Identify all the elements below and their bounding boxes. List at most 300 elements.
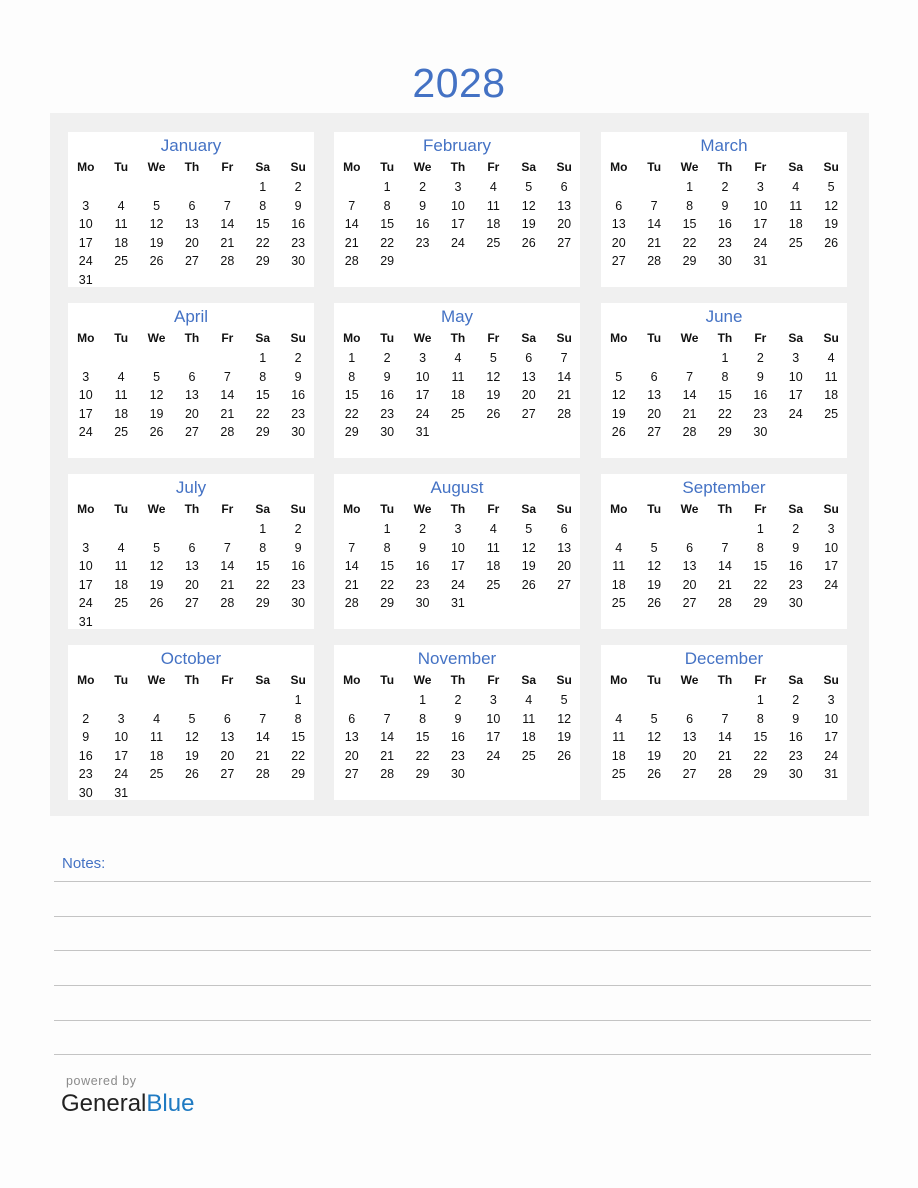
day-cell: 20 [184, 406, 199, 421]
weekday-header: Tu [380, 331, 395, 345]
weekday-header: Mo [343, 331, 361, 345]
day-cell: 30 [291, 254, 306, 268]
day-cell: 13 [611, 217, 626, 231]
month-name: June [705, 307, 743, 326]
day-cell: 7 [223, 198, 231, 213]
day-cell: 14 [682, 388, 697, 402]
weekday-header: Mo [610, 331, 628, 345]
day-cell: 30 [415, 596, 430, 610]
day-cell: 2 [756, 351, 764, 365]
day-cell: 7 [223, 369, 231, 384]
weekday-header: Tu [647, 160, 662, 174]
day-cell: 4 [827, 351, 835, 365]
day-cell: 10 [114, 730, 129, 744]
weekday-header: Su [556, 673, 572, 687]
day-cell: 29 [291, 767, 306, 781]
weekday-header: Mo [343, 502, 361, 516]
day-cell: 2 [294, 522, 302, 536]
day-cell: 18 [114, 577, 129, 592]
day-cell: 21 [717, 577, 732, 592]
day-cell: 26 [184, 767, 199, 781]
weekday-header: Tu [647, 502, 662, 516]
day-cell: 6 [560, 180, 568, 194]
day-cell: 15 [291, 730, 306, 744]
weekday-header: Su [290, 331, 306, 345]
day-cell: 27 [557, 577, 572, 592]
day-cell: 24 [824, 748, 839, 763]
day-cell: 2 [294, 180, 302, 194]
day-cell: 7 [348, 198, 356, 213]
day-cell: 22 [682, 235, 697, 250]
weekday-header: Sa [521, 160, 537, 174]
day-cell: 2 [454, 693, 462, 707]
day-cell: 2 [383, 351, 391, 365]
day-cell: 3 [82, 369, 90, 384]
day-cell: 16 [788, 730, 803, 744]
day-cell: 15 [753, 730, 768, 744]
day-cell: 19 [611, 406, 626, 421]
weekday-header: Th [450, 160, 466, 174]
weekday-header: Tu [380, 160, 395, 174]
weekday-header: Fr [754, 331, 767, 345]
weekday-header: We [413, 502, 432, 516]
day-cell: 3 [454, 522, 462, 536]
day-cell: 27 [682, 596, 697, 610]
day-cell: 2 [721, 180, 729, 194]
day-cell: 21 [255, 748, 270, 763]
weekday-header: Th [184, 160, 200, 174]
day-cell: 5 [525, 180, 533, 194]
day-cell: 28 [255, 767, 270, 781]
day-cell: 4 [117, 369, 125, 384]
weekday-header: Su [823, 502, 839, 516]
weekday-header: Mo [77, 673, 95, 687]
weekday-header: We [680, 673, 699, 687]
weekday-header: Mo [343, 673, 361, 687]
day-cell: 7 [721, 540, 729, 555]
day-cell: 20 [682, 577, 697, 592]
day-cell: 5 [188, 711, 196, 726]
day-cell: 10 [824, 540, 839, 555]
day-cell: 25 [114, 425, 129, 439]
day-cell: 7 [560, 351, 568, 365]
day-cell: 21 [220, 406, 235, 421]
day-cell: 25 [149, 767, 164, 781]
day-cell: 7 [650, 198, 658, 213]
day-cell: 1 [756, 693, 764, 707]
month-july [68, 474, 314, 629]
day-cell: 3 [756, 180, 764, 194]
day-cell: 9 [294, 369, 302, 384]
day-cell: 9 [792, 540, 800, 555]
day-cell: 15 [380, 217, 395, 231]
day-cell: 20 [184, 577, 199, 592]
day-cell: 5 [827, 180, 835, 194]
day-cell: 28 [557, 406, 572, 421]
day-cell: 3 [827, 693, 835, 707]
day-cell: 8 [756, 711, 764, 726]
day-cell: 18 [521, 730, 536, 744]
day-cell: 16 [753, 388, 768, 402]
weekday-header: Tu [114, 160, 129, 174]
day-cell: 17 [450, 217, 465, 231]
day-cell: 19 [521, 559, 536, 573]
day-cell: 12 [521, 540, 536, 555]
weekday-header: Mo [343, 160, 361, 174]
day-cell: 3 [489, 693, 497, 707]
day-cell: 28 [717, 596, 732, 610]
day-cell: 27 [184, 425, 199, 439]
day-cell: 12 [486, 369, 501, 384]
day-cell: 11 [114, 388, 128, 402]
weekday-header: We [147, 160, 166, 174]
generalblue-logo[interactable] [61, 1090, 194, 1118]
day-cell: 14 [220, 559, 235, 573]
day-cell: 20 [647, 406, 662, 421]
day-cell: 27 [611, 254, 626, 268]
day-cell: 7 [223, 540, 231, 555]
day-cell: 18 [149, 748, 164, 763]
day-cell: 16 [291, 388, 306, 402]
day-cell: 25 [114, 254, 129, 268]
day-cell: 3 [82, 540, 90, 555]
day-cell: 20 [344, 748, 359, 763]
day-cell: 6 [560, 522, 568, 536]
day-cell: 1 [259, 351, 267, 365]
day-cell: 14 [380, 730, 395, 744]
day-cell: 1 [259, 522, 267, 536]
day-cell: 17 [824, 730, 839, 744]
weekday-header: Sa [788, 331, 804, 345]
day-cell: 29 [753, 767, 768, 781]
weekday-header: Th [184, 673, 200, 687]
weekday-header: Mo [77, 160, 95, 174]
day-cell: 24 [824, 577, 839, 592]
day-cell: 4 [454, 351, 462, 365]
day-cell: 6 [188, 540, 196, 555]
day-cell: 27 [521, 406, 536, 421]
day-cell: 7 [259, 711, 267, 726]
day-cell: 7 [686, 369, 694, 384]
weekday-header: Sa [521, 502, 537, 516]
day-cell: 4 [117, 540, 125, 555]
weekday-header: Th [717, 160, 733, 174]
weekday-header: Tu [380, 673, 395, 687]
day-cell: 30 [380, 425, 395, 439]
weekday-header: Su [556, 502, 572, 516]
weekday-header: Mo [610, 160, 628, 174]
day-cell: 5 [650, 711, 658, 726]
day-cell: 10 [450, 540, 465, 555]
weekday-header: Fr [754, 502, 767, 516]
day-cell: 3 [827, 522, 835, 536]
weekday-header: Su [823, 673, 839, 687]
day-cell: 28 [344, 596, 359, 610]
day-cell: 5 [153, 540, 161, 555]
day-cell: 13 [682, 730, 697, 744]
powered-by-text: powered by [66, 1074, 137, 1088]
day-cell: 24 [450, 235, 465, 250]
day-cell: 30 [78, 785, 93, 800]
day-cell: 12 [149, 217, 164, 231]
weekday-header: Fr [221, 673, 234, 687]
day-cell: 6 [188, 369, 196, 384]
weekday-header: Tu [114, 673, 129, 687]
day-cell: 8 [721, 369, 729, 384]
day-cell: 14 [344, 559, 359, 573]
day-cell: 10 [78, 559, 93, 573]
day-cell: 22 [753, 748, 768, 763]
weekday-header: Sa [788, 673, 804, 687]
day-cell: 22 [380, 235, 395, 250]
weekday-header: We [680, 502, 699, 516]
day-cell: 9 [383, 369, 391, 384]
day-cell: 17 [788, 388, 803, 402]
day-cell: 2 [419, 522, 427, 536]
day-cell: 30 [291, 425, 306, 439]
day-cell: 25 [486, 235, 501, 250]
day-cell: 4 [792, 180, 800, 194]
day-cell: 28 [220, 254, 235, 268]
day-cell: 16 [788, 559, 803, 573]
day-cell: 13 [184, 217, 199, 231]
day-cell: 15 [753, 559, 768, 573]
weekday-header: Th [717, 331, 733, 345]
day-cell: 8 [383, 198, 391, 213]
day-cell: 6 [348, 711, 356, 726]
day-cell: 10 [824, 711, 839, 726]
weekday-header: Sa [255, 673, 271, 687]
day-cell: 9 [721, 198, 729, 213]
day-cell: 11 [612, 559, 626, 573]
day-cell: 27 [184, 254, 199, 268]
day-cell: 19 [521, 217, 536, 231]
day-cell: 16 [450, 730, 465, 744]
weekday-header: Sa [255, 331, 271, 345]
weekday-header: Su [290, 160, 306, 174]
day-cell: 12 [521, 198, 536, 213]
month-november [334, 645, 580, 800]
notes-label: Notes: [62, 855, 106, 872]
day-cell: 21 [647, 235, 662, 250]
day-cell: 21 [380, 748, 395, 763]
month-june [601, 303, 847, 458]
day-cell: 16 [415, 217, 430, 231]
day-cell: 23 [788, 748, 803, 763]
day-cell: 13 [184, 559, 199, 573]
day-cell: 27 [344, 767, 359, 781]
day-cell: 8 [259, 540, 267, 555]
day-cell: 22 [717, 406, 732, 421]
day-cell: 12 [149, 388, 164, 402]
month-name: March [700, 136, 748, 155]
day-cell: 19 [184, 748, 199, 763]
day-cell: 26 [521, 577, 536, 592]
day-cell: 8 [294, 711, 302, 726]
day-cell: 24 [78, 596, 93, 610]
day-cell: 11 [150, 730, 164, 744]
day-cell: 14 [557, 369, 572, 384]
day-cell: 25 [486, 577, 501, 592]
day-cell: 12 [184, 730, 199, 744]
day-cell: 21 [717, 748, 732, 763]
day-cell: 22 [255, 235, 270, 250]
weekday-header: Mo [77, 331, 95, 345]
day-cell: 26 [149, 254, 164, 268]
day-cell: 29 [255, 254, 270, 268]
day-cell: 19 [149, 406, 164, 421]
day-cell: 27 [220, 767, 235, 781]
day-cell: 9 [454, 711, 462, 726]
day-cell: 19 [647, 577, 662, 592]
day-cell: 15 [380, 559, 395, 573]
day-cell: 4 [615, 711, 623, 726]
day-cell: 28 [220, 425, 235, 439]
day-cell: 22 [415, 748, 430, 763]
day-cell: 5 [153, 198, 161, 213]
day-cell: 25 [450, 406, 465, 421]
day-cell: 23 [78, 767, 93, 781]
day-cell: 14 [717, 559, 732, 573]
day-cell: 13 [557, 540, 572, 555]
day-cell: 14 [647, 217, 662, 231]
day-cell: 1 [419, 693, 427, 707]
day-cell: 17 [114, 748, 129, 763]
day-cell: 26 [824, 235, 839, 250]
day-cell: 9 [82, 730, 90, 744]
day-cell: 30 [450, 767, 465, 781]
day-cell: 1 [721, 351, 729, 365]
day-cell: 6 [188, 198, 196, 213]
day-cell: 13 [557, 198, 572, 213]
day-cell: 26 [486, 406, 501, 421]
day-cell: 10 [486, 711, 501, 726]
weekday-header: Tu [647, 331, 662, 345]
day-cell: 23 [415, 577, 430, 592]
day-cell: 1 [383, 522, 391, 536]
weekday-header: Th [717, 673, 733, 687]
day-cell: 30 [717, 254, 732, 268]
day-cell: 11 [114, 559, 128, 573]
day-cell: 28 [717, 767, 732, 781]
day-cell: 10 [78, 217, 93, 231]
day-cell: 3 [419, 351, 427, 365]
day-cell: 17 [450, 559, 465, 573]
day-cell: 8 [419, 711, 427, 726]
weekday-header: Su [290, 502, 306, 516]
day-cell: 23 [717, 235, 732, 250]
day-cell: 19 [557, 730, 572, 744]
note-line [54, 1020, 871, 1021]
weekday-header: Su [556, 160, 572, 174]
day-cell: 29 [753, 596, 768, 610]
weekday-header: We [147, 331, 166, 345]
day-cell: 21 [220, 577, 235, 592]
day-cell: 17 [486, 730, 501, 744]
weekday-header: Fr [754, 160, 767, 174]
note-line [54, 881, 871, 882]
month-march [601, 132, 847, 287]
day-cell: 23 [380, 406, 395, 421]
day-cell: 9 [294, 198, 302, 213]
day-cell: 12 [647, 559, 662, 573]
day-cell: 29 [415, 767, 430, 781]
day-cell: 6 [525, 351, 533, 365]
day-cell: 23 [450, 748, 465, 763]
day-cell: 18 [114, 406, 129, 421]
day-cell: 28 [344, 254, 359, 268]
day-cell: 29 [717, 425, 732, 439]
note-line [54, 985, 871, 986]
day-cell: 20 [220, 748, 235, 763]
day-cell: 8 [756, 540, 764, 555]
day-cell: 29 [255, 596, 270, 610]
weekday-header: Fr [221, 331, 234, 345]
day-cell: 26 [149, 596, 164, 610]
day-cell: 26 [647, 767, 662, 781]
day-cell: 7 [348, 540, 356, 555]
note-line [54, 1054, 871, 1055]
day-cell: 16 [291, 559, 306, 573]
day-cell: 11 [451, 369, 465, 384]
day-cell: 27 [557, 235, 572, 250]
day-cell: 17 [415, 388, 430, 402]
day-cell: 22 [753, 577, 768, 592]
day-cell: 21 [557, 388, 572, 402]
weekday-header: We [147, 673, 166, 687]
day-cell: 28 [380, 767, 395, 781]
day-cell: 13 [184, 388, 199, 402]
day-cell: 12 [824, 198, 839, 213]
day-cell: 4 [117, 198, 125, 213]
weekday-header: Sa [788, 160, 804, 174]
day-cell: 3 [792, 351, 800, 365]
day-cell: 12 [149, 559, 164, 573]
day-cell: 21 [220, 235, 235, 250]
note-line [54, 950, 871, 951]
weekday-header: Th [184, 502, 200, 516]
month-name: December [684, 649, 764, 668]
weekday-header: Th [184, 331, 200, 345]
weekday-header: Su [290, 673, 306, 687]
day-cell: 22 [255, 577, 270, 592]
weekday-header: Sa [521, 331, 537, 345]
day-cell: 25 [611, 596, 626, 610]
weekday-header: Th [450, 331, 466, 345]
day-cell: 20 [557, 559, 572, 573]
day-cell: 1 [756, 522, 764, 536]
day-cell: 8 [686, 198, 694, 213]
day-cell: 24 [114, 767, 129, 781]
month-name: January [160, 136, 222, 155]
month-name: September [682, 478, 766, 497]
day-cell: 31 [753, 254, 768, 268]
month-name: April [173, 307, 208, 326]
day-cell: 16 [380, 388, 395, 402]
day-cell: 7 [721, 711, 729, 726]
day-cell: 5 [560, 693, 568, 707]
month-september [601, 474, 847, 629]
day-cell: 18 [486, 217, 501, 231]
day-cell: 17 [78, 235, 93, 250]
day-cell: 19 [486, 388, 501, 402]
day-cell: 2 [82, 711, 90, 726]
day-cell: 14 [255, 730, 270, 744]
day-cell: 29 [682, 254, 697, 268]
weekday-header: We [413, 673, 432, 687]
day-cell: 23 [753, 406, 768, 421]
day-cell: 24 [415, 406, 430, 421]
